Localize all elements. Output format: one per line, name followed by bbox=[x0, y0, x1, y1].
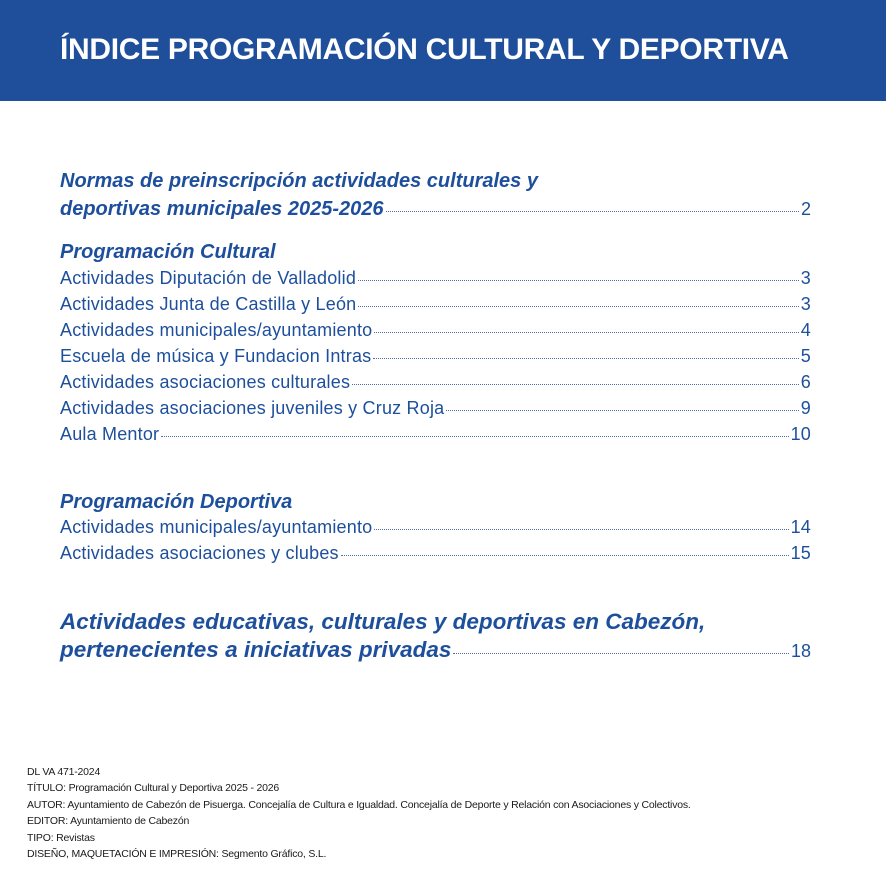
toc-heading-normas: Normas de preinscripción actividades culturales y bbox=[60, 170, 538, 192]
toc-page-number: 18 bbox=[790, 641, 811, 661]
toc-entry-label: pertenecientes a iniciativas privadas bbox=[60, 637, 452, 662]
dot-leader bbox=[374, 529, 788, 530]
toc-entry[interactable] bbox=[60, 294, 811, 315]
toc-entry-privadas[interactable] bbox=[60, 637, 811, 663]
toc-entry-normas[interactable] bbox=[60, 198, 811, 221]
toc-entry[interactable] bbox=[60, 372, 811, 393]
credit-editor: EDITOR: Ayuntamiento de Cabezón bbox=[27, 815, 190, 828]
toc-page-number: 5 bbox=[800, 346, 811, 366]
dot-leader bbox=[358, 306, 798, 307]
toc-entry[interactable] bbox=[60, 543, 811, 564]
toc-entry-label: Actividades Diputación de Valladolid bbox=[60, 268, 357, 288]
toc-page-number: 14 bbox=[790, 517, 811, 537]
toc-entry-label: Aula Mentor bbox=[60, 424, 160, 444]
toc-page-number: 3 bbox=[800, 294, 811, 314]
toc-entry-label: Actividades Junta de Castilla y León bbox=[60, 294, 357, 314]
toc-page-number: 9 bbox=[800, 398, 811, 418]
dot-leader bbox=[453, 653, 789, 654]
toc-entry[interactable] bbox=[60, 424, 811, 445]
toc-page-number: 2 bbox=[800, 199, 811, 219]
dot-leader bbox=[374, 332, 798, 333]
credit-autor: AUTOR: Ayuntamiento de Cabezón de Pisuerga. Concejalía de Cultura e Igualdad. Concejalía de Deporte y Relación con Asociaciones y Colectivos. bbox=[27, 798, 691, 811]
toc-entry-label: Escuela de música y Fundacion Intras bbox=[60, 346, 372, 366]
toc-heading-privadas: Actividades educativas, culturales y deportivas en Cabezón, bbox=[60, 609, 706, 634]
toc-entry-label: Actividades municipales/ayuntamiento bbox=[60, 320, 373, 340]
toc-entry-label: Actividades asociaciones culturales bbox=[60, 372, 351, 392]
toc-entry[interactable] bbox=[60, 517, 811, 538]
dot-leader bbox=[358, 280, 799, 281]
page-title: ÍNDICE PROGRAMACIÓN CULTURAL Y DEPORTIVA bbox=[60, 33, 789, 66]
toc-entry-label: deportivas municipales 2025-2026 bbox=[60, 198, 384, 220]
dot-leader bbox=[386, 211, 799, 212]
toc-entry[interactable] bbox=[60, 346, 811, 367]
header-banner bbox=[0, 0, 886, 101]
toc-entry[interactable] bbox=[60, 320, 811, 341]
toc-entry-label: Actividades asociaciones y clubes bbox=[60, 543, 339, 563]
toc-heading-deportiva: Programación Deportiva bbox=[60, 491, 293, 513]
credits-block bbox=[27, 764, 691, 862]
credit-dl: DL VA 471-2024 bbox=[27, 766, 101, 778]
toc-entry[interactable] bbox=[60, 268, 811, 289]
toc-page-number: 15 bbox=[790, 543, 811, 563]
credit-tipo: TIPO: Revistas bbox=[27, 831, 95, 844]
credit-titulo: TÍTULO: Programación Cultural y Deportiva 2025 - 2026 bbox=[27, 782, 280, 795]
credit-diseno: DISEÑO, MAQUETACIÓN E IMPRESIÓN: Segmento Gráfico, S.L. bbox=[27, 848, 327, 861]
toc-entry-label: Actividades asociaciones juveniles y Cruz Roja bbox=[60, 398, 445, 418]
toc-page-number: 6 bbox=[800, 372, 811, 392]
dot-leader bbox=[446, 410, 798, 411]
toc-page-number: 3 bbox=[800, 268, 811, 288]
toc-entry-label: Actividades municipales/ayuntamiento bbox=[60, 517, 373, 537]
dot-leader bbox=[352, 384, 799, 385]
dot-leader bbox=[373, 358, 798, 359]
toc-heading-cultural: Programación Cultural bbox=[60, 241, 276, 263]
toc-page-number: 10 bbox=[790, 424, 811, 444]
dot-leader bbox=[161, 436, 788, 437]
toc-entry[interactable] bbox=[60, 398, 811, 419]
toc-page-number: 4 bbox=[800, 320, 811, 340]
dot-leader bbox=[341, 555, 789, 556]
